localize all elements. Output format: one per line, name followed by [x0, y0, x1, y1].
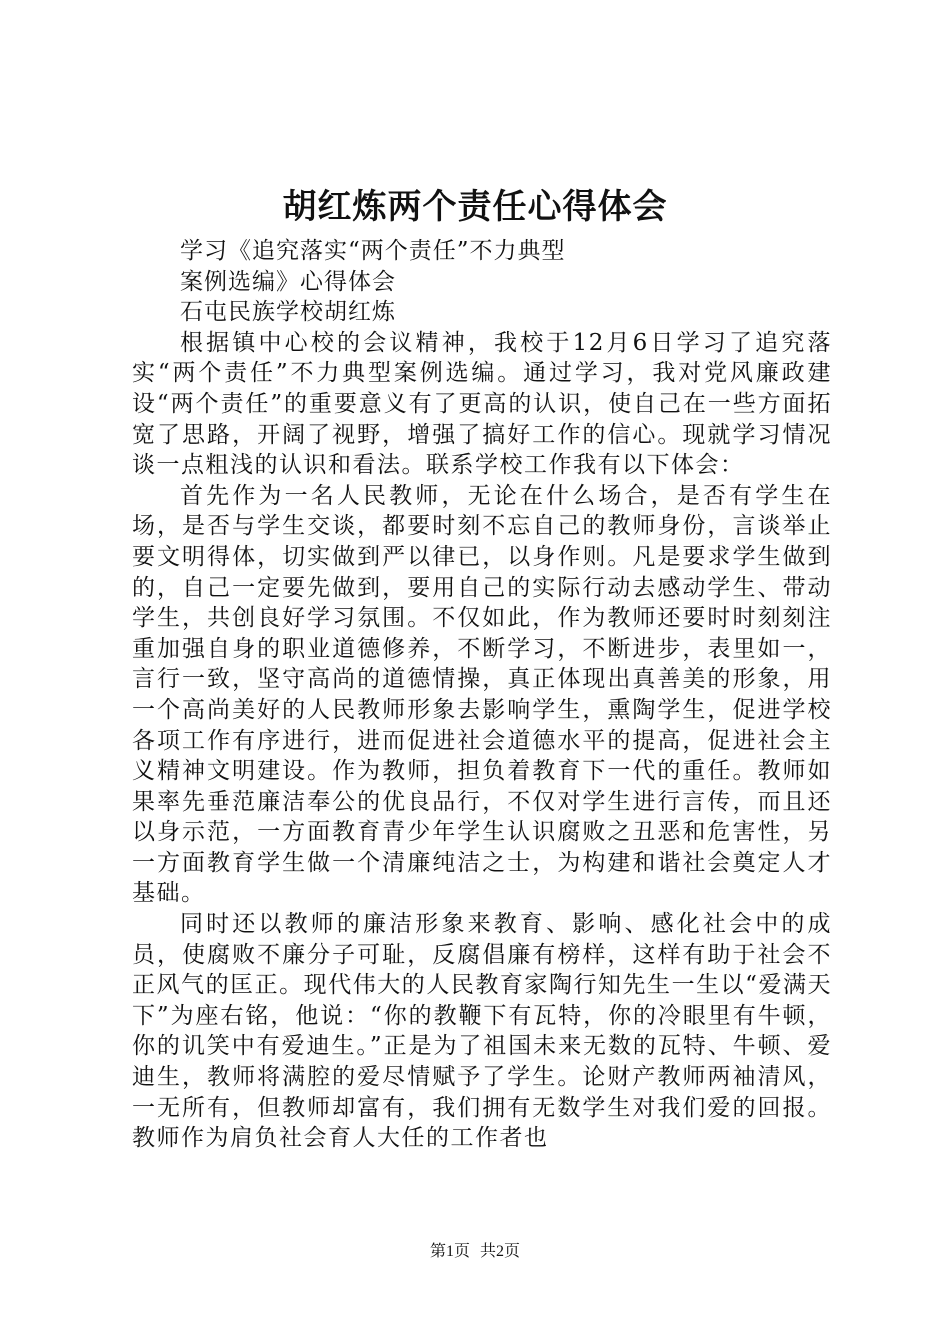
author-line: 石屯民族学校胡红炼: [180, 299, 396, 326]
page-total: 共2页: [480, 1243, 521, 1260]
page-number: 第1页: [429, 1243, 470, 1260]
paragraph-2: 首先作为一名人民教师，无论在什么场合，是否有学生在场，是否与学生交谈，都要时刻不忘自己的教师身份，言谈举止要文明得体，切实做到严以律已，以身作则。凡是要求学生做到的，自己一定要先做到，要用自己的实际行动去感动学生、带动学生，共创良好学习氛围。不仅如此，作为教师还要时时刻刻注重加强自身的职业道德修养，不断学习，不断进步，表里如一，言行一致，坚守高尚的道德情操，真正体现出真善美的形象，用一个高尚美好的人民教师形象去影响学生，熏陶学生，促进学校各项工作有序进行，进而促进社会道德水平的提高，促进社会主义精神文明建设。作为教师，担负着教育下一代的重任。教师如果率先垂范廉洁奉公的优良品行，不仅对学生进行言传，而且还以身示范，一方面教育青少年学生认识腐败之丑恶和危害性，另一方面教育学生做一个清廉纯洁之士，为构建和谐社会奠定人才基础。: [132, 482, 832, 907]
paragraph-3: 同时还以教师的廉洁形象来教育、影响、感化社会中的成员，使腐败不廉分子可耻，反腐倡廉有榜样，这样有助于社会不正风气的匡正。现代伟大的人民教育家陶行知先生一生以“爱满天下”为座右铭，他说：“你的教鞭下有瓦特，你的冷眼里有牛顿，你的讥笑中有爱迪生。”正是为了祖国未来无数的瓦特、牛顿、爱迪生，教师将满腔的爱尽情赋予了学生。论财产教师两袖清风，一无所有，但教师却富有，我们拥有无数学生对我们爱的回报。教师作为肩负社会育人大任的工作者也: [132, 911, 832, 1152]
page-footer: [0, 1242, 950, 1262]
subtitle-line-2: 案例选编》心得体会: [180, 268, 396, 295]
subtitle-line-1: 学习《追究落实“两个责任”不力典型: [180, 238, 566, 264]
document-body: [132, 236, 832, 1154]
paragraph-1: 根据镇中心校的会议精神，我校于12月6日学习了追究落实“两个责任”不力典型案例选编。通过学习，我对党风廉政建设“两个责任”的重要意义有了更高的认识，使自己在一些方面拓宽了思路，开阔了视野，增强了搞好工作的信心。现就学习情况谈一点粗浅的认识和看法。联系学校工作我有以下体会：: [132, 329, 832, 479]
document-title: 胡红炼两个责任心得体会: [282, 187, 668, 227]
